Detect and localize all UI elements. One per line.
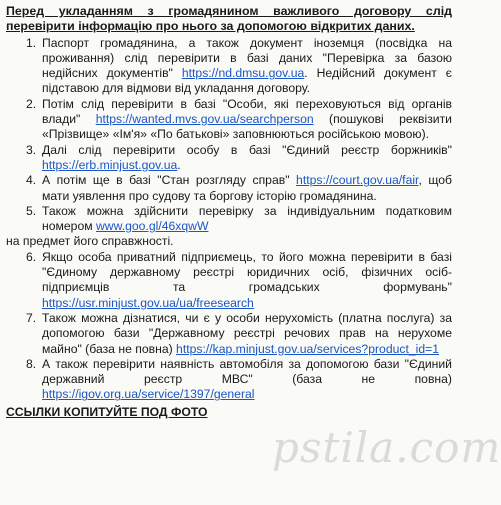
footer-caption: ССЫЛКИ КОПИТУЙТЕ ПОД ФОТО [6, 404, 208, 419]
item-number: 7. [26, 310, 37, 325]
list-item [6, 311, 452, 357]
item-number: 4. [26, 173, 37, 188]
item-text: А потім ще в базі "Стан розгляду справ" [42, 173, 297, 188]
item-link[interactable]: https://erb.minjust.gov.ua [42, 157, 178, 172]
item-text-after: . [177, 157, 181, 172]
list-item [6, 357, 452, 403]
item-link[interactable]: https://usr.minjust.gov.ua/ua/freesearch [42, 295, 254, 310]
list-item [6, 204, 452, 235]
steps-list-continued [6, 250, 452, 403]
item-number: 3. [26, 142, 37, 157]
item-number: 8. [26, 356, 37, 371]
document-heading: Перед укладанням з громадянином важливого договору слід перевірити інформацію про нього за допомогою відкритих даних. [6, 4, 452, 34]
item-text: Паспорт громадянина, а також документ іноземця (посвідка на проживання) слід перевірити в базі даних "Перевірка за базою недійсних документів" [42, 35, 452, 81]
item-text: Потім слід перевірити в базі "Особи, які переховуються від органів влади" [42, 96, 452, 127]
item-text-after: , щоб мати уявлення про судову та боргову історію громадянина. [42, 173, 453, 203]
item-text-after: . Недійсний документ є підставою для відмови від укладання договору. [42, 66, 452, 96]
list-item [6, 143, 452, 174]
list-item [6, 36, 452, 97]
item-link[interactable]: www.goo.gl/46xqwW [96, 219, 209, 234]
note-text: на предмет його справжності. [6, 234, 174, 249]
list-item [6, 173, 452, 204]
item-link[interactable]: https://nd.dmsu.gov.ua [181, 66, 305, 81]
item-number: 2. [26, 96, 37, 111]
item-link[interactable]: https://kap.minjust.gov.ua/services?product_id=1 [176, 341, 440, 356]
item-text: А також перевірити наявність автомобіля за допомогою бази "Єдиний державний реєстр МВС" (база не повна) [42, 356, 452, 387]
watermark-logo: pstila.com [272, 423, 501, 472]
item-number: 6. [26, 249, 37, 264]
item-text: Якщо особа приватний підприємець, то його можна перевірити в базі "Єдиному державному реєстрі юридичних осіб, фізичних осіб-підприємців та громадських формувань" [42, 249, 452, 295]
item-number: 1. [26, 35, 37, 50]
list-item [6, 97, 452, 143]
item-text: Далі слід перевірити особу в базі "Єдиний реєстр боржників" [42, 142, 452, 157]
document-page [6, 4, 452, 420]
item-text: Також можна здійснити перевірку за індивідуальним податковим номером [42, 203, 452, 234]
steps-list [6, 36, 452, 235]
item-number: 5. [26, 203, 37, 218]
list-item [6, 250, 452, 311]
item-link[interactable]: https://court.gov.ua/fair [296, 173, 419, 188]
item-link[interactable]: https://igov.org.ua/service/1397/general [42, 387, 255, 402]
item-text-after: (пошукові реквізити «Прізвище» «Ім'я» «По батькові» заповнюються російською мовою). [42, 112, 452, 142]
item-link[interactable]: https://wanted.mvs.gov.ua/searchperson [95, 112, 314, 127]
item-text: Також можна дізнатися, чи є у особи нерухомість (платна послуга) за допомогою бази "Державному реєстрі речових прав на нерухоме майно" (база не повна) [42, 310, 452, 356]
